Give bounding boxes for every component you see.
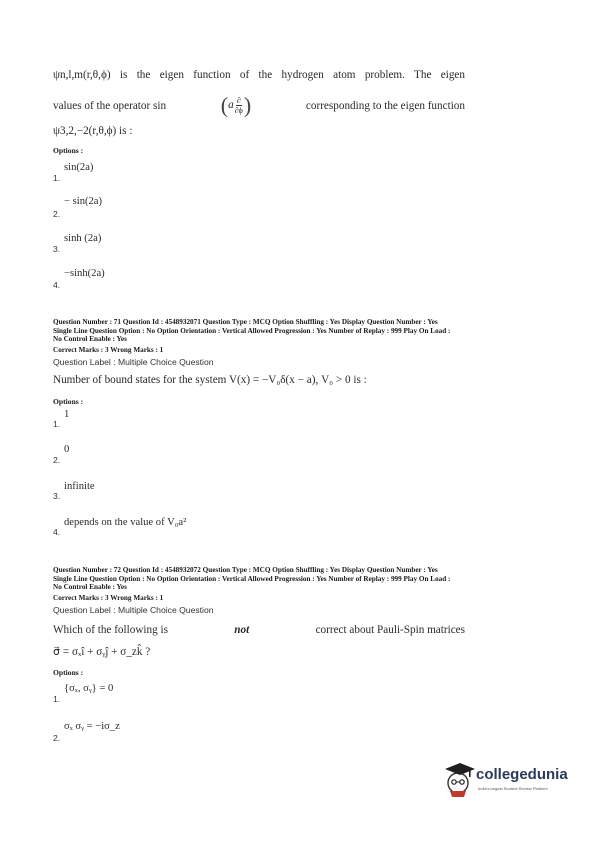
q70-option-text: − sin(2a) — [64, 196, 103, 207]
q72-option-num: 1. — [53, 694, 61, 704]
q72-marks: Correct Marks : 3 Wrong Marks : 1 — [53, 593, 164, 602]
q70-option-text: −sinh(2a) — [64, 268, 105, 279]
q71-marks: Correct Marks : 3 Wrong Marks : 1 — [53, 345, 164, 354]
q72-option-text: {σₓ, σᵧ} = 0 — [64, 683, 114, 694]
q70-options-label: Options : — [53, 146, 84, 155]
q72-text-not: not — [234, 624, 250, 636]
q71-meta — [53, 318, 543, 354]
q72-question-line1 — [53, 623, 465, 637]
q71-meta-line: No Control Enable : Yes — [53, 335, 127, 344]
q70-option-num: 3. — [53, 244, 61, 254]
q70-option-num: 1. — [53, 173, 61, 183]
q72-option-text: σₓ σᵧ = −iσ_z — [64, 721, 120, 732]
q71-option-num: 1. — [53, 419, 61, 429]
q70-line1: ψn,l,m(r,θ,ϕ) is the eigen function of the hydrogen atom problem. The eigen — [53, 69, 465, 81]
q70-line3: ψ3,2,−2(r,θ,ϕ) is : — [53, 125, 133, 137]
q71-question-label: Question Label : Multiple Choice Question — [53, 357, 214, 367]
q70-line2 — [53, 92, 465, 118]
q71-option-num: 2. — [53, 455, 61, 465]
q70-option-num: 2. — [53, 209, 61, 219]
q72-meta-line: Question Number : 72 Question Id : 4548932072 Question Type : MCQ Option Shuffling : Yes Display Question Number : Yes — [53, 566, 438, 574]
q72-question-line2: σ⃗ = σₓî + σᵧĵ + σ_zk̂ ? — [53, 646, 151, 658]
collegedunia-logo-text: collegedunia — [476, 766, 568, 783]
q71-meta-line: Question Number : 71 Question Id : 4548932071 Question Type : MCQ Option Shuffling : Yes Display Question Number : Yes — [53, 318, 438, 326]
q71-option-text: 0 — [64, 444, 70, 455]
q70-option-text: sinh (2a) — [64, 233, 102, 244]
q70-operator-a: a — [228, 99, 234, 112]
q70-operator: (a $\frac{\partial}{\partial\phi}$ ) — [220, 92, 252, 118]
q71-option-text: depends on the value of V₀a² — [64, 517, 187, 528]
q71-option-num: 3. — [53, 491, 61, 501]
q70-option-text: sin(2a) — [64, 162, 94, 173]
q72-option-num: 2. — [53, 733, 61, 743]
q70-line2-b: corresponding to the eigen function — [305, 99, 465, 112]
q72-meta — [53, 566, 543, 602]
q71-option-text: infinite — [64, 481, 95, 492]
q70-line2-a: values of the operator sin — [53, 99, 167, 112]
q72-meta-line: No Control Enable : Yes — [53, 583, 127, 592]
q70-frac-num: ∂ — [236, 96, 241, 105]
q70-frac-den: ∂ϕ — [234, 106, 243, 115]
q72-question-label: Question Label : Multiple Choice Question — [53, 605, 214, 615]
collegedunia-tagline: India's largest Student Review Platform — [478, 786, 548, 791]
q72-meta-line: Single Line Question Option : No Option Orientation : Vertical Allowed Progression : Yes Number of Replay : 999 Play On Load : — [53, 574, 451, 583]
q71-option-text: 1 — [64, 409, 70, 420]
q72-text-a: Which of the following is — [53, 624, 168, 636]
q71-meta-line: Single Line Question Option : No Option Orientation : Vertical Allowed Progression : Yes Number of Replay : 999 Play On Load : — [53, 326, 451, 335]
q72-text-b: correct about Pauli-Spin matrices — [315, 624, 465, 636]
q71-question-text: Number of bound states for the system V(x) = −V₀δ(x − a), V₀ > 0 is : — [53, 374, 367, 386]
q71-options-label: Options : — [53, 397, 84, 406]
q70-option-num: 4. — [53, 280, 61, 290]
q72-options-label: Options : — [53, 668, 84, 677]
q71-option-num: 4. — [53, 527, 61, 537]
